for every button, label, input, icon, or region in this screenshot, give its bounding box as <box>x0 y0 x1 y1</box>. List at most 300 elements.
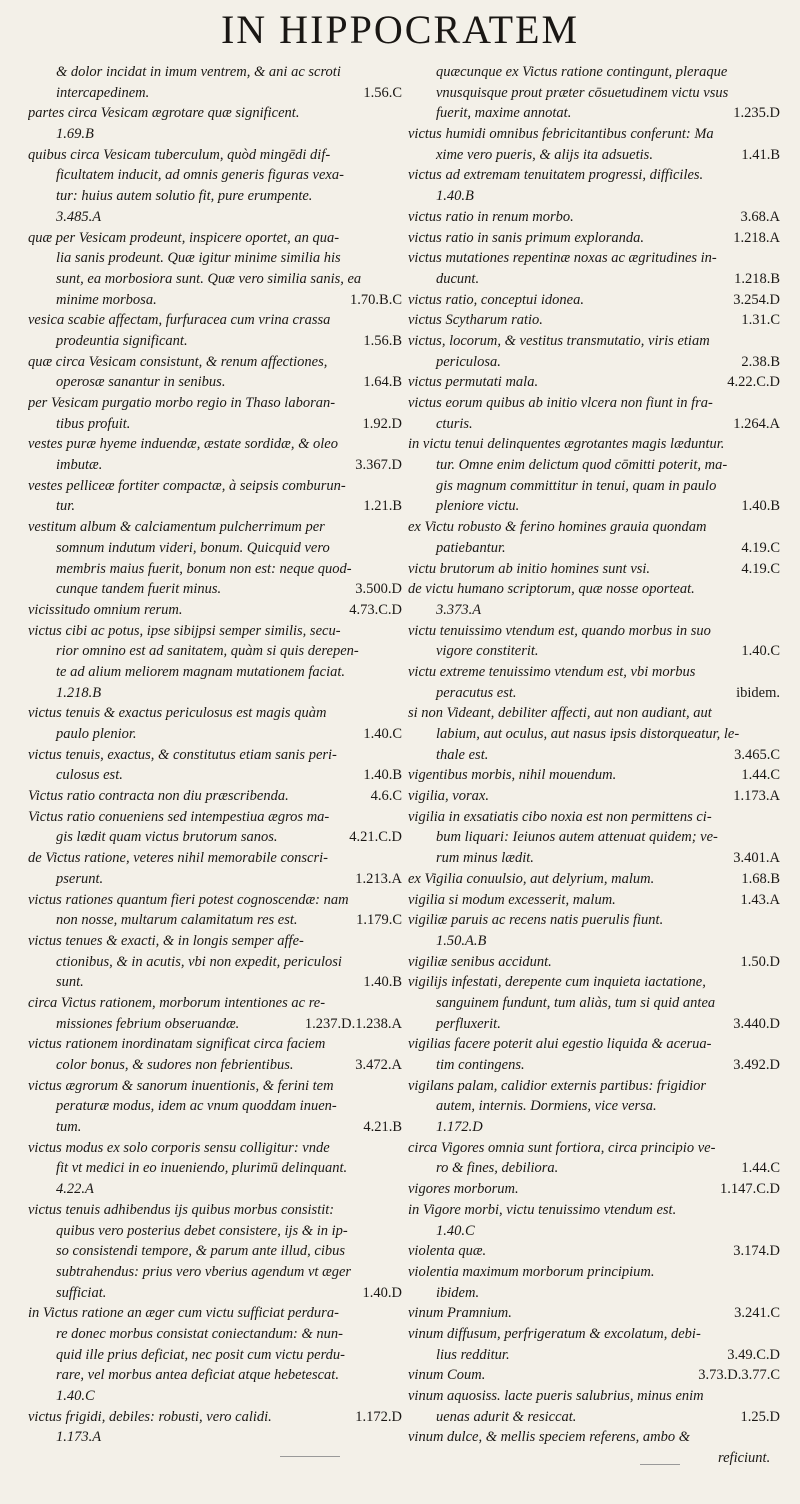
entry-reference: 3.73.D.3.77.C <box>698 1367 780 1384</box>
entry-text: vestes pelliceæ fortiter compactæ, à seipsis comburun- <box>28 477 346 494</box>
entry-reference: 1.31.C <box>741 312 780 329</box>
index-entry-line <box>28 1427 402 1448</box>
index-entry-line <box>28 1386 402 1407</box>
index-entry-line <box>28 890 402 911</box>
index-entry-line <box>28 331 402 352</box>
index-entry-line <box>28 1158 402 1179</box>
entry-text: in victu tenui delinquentes ægrotantes magis læduntur. <box>408 436 725 453</box>
entry-text: membris maius fuerit, bonum non est: neque quod- <box>56 560 352 577</box>
entry-text: te ad alium meliorem magnam mutationem faciat. <box>56 663 346 680</box>
entry-reference: 1.70.B.C <box>350 291 402 308</box>
index-entry-line <box>28 393 402 414</box>
index-entry-line <box>28 869 402 890</box>
index-entry-line <box>28 207 402 228</box>
entry-text: vestes puræ hyeme induendæ, æstate sordidæ, & oleo <box>28 436 338 453</box>
index-entry-line <box>28 1179 402 1200</box>
index-entry-line <box>408 931 780 952</box>
entry-text: victus frigidi, debiles: robusti, vero calidi. <box>28 1408 272 1425</box>
entry-text: victus ad extremam tenuitatem progressi, difficiles. <box>408 167 704 184</box>
index-entry-line <box>408 993 780 1014</box>
entry-reference: 1.179.C <box>356 912 402 929</box>
index-entry-line <box>28 724 402 745</box>
entry-text: tur: huius autem solutio fit, pure erumpente. <box>56 188 313 205</box>
index-entry-line <box>28 83 402 104</box>
index-entry-line <box>28 186 402 207</box>
index-entry-line <box>28 517 402 538</box>
index-entry-line <box>28 807 402 828</box>
entry-reference: 3.492.D <box>733 1057 780 1073</box>
entry-text: reficiunt. <box>718 1450 771 1467</box>
entry-reference: 1.40.C <box>741 643 780 660</box>
entry-text: re donec morbus consistat coniectandum: & nun- <box>56 1325 343 1342</box>
entry-text: per Vesicam purgatio morbo regio in Thaso laboran- <box>28 395 336 411</box>
entry-text: tur. <box>56 498 75 515</box>
entry-reference: 1.235.D <box>733 105 780 122</box>
index-entry-line <box>408 1034 780 1055</box>
index-entry-line <box>408 745 780 766</box>
index-entry-line <box>28 290 402 311</box>
index-entry-line <box>408 538 780 559</box>
index-entry-line <box>28 641 402 662</box>
running-header: IN HIPPOCRATEM <box>220 7 580 52</box>
index-entry-line <box>408 1283 780 1304</box>
index-entry-line <box>408 703 780 724</box>
entry-reference: 1.68.B <box>741 870 780 887</box>
entry-text: 1.69.B <box>56 126 94 143</box>
index-entry-line <box>28 1365 402 1386</box>
entry-reference: 1.264.A <box>733 415 780 432</box>
index-entry-line <box>408 476 780 497</box>
entry-text: victus ratio in renum morbo. <box>408 208 574 225</box>
entry-reference: 1.40.C <box>363 726 402 742</box>
entry-reference: 4.19.C <box>741 539 780 556</box>
index-entry-line <box>28 248 402 269</box>
entry-text: intercapedinem. <box>56 84 150 101</box>
index-entry-line <box>28 786 402 807</box>
entry-text: vigilia si modum excesserit, malum. <box>408 891 616 908</box>
entry-reference: 3.174.D <box>733 1243 780 1260</box>
entry-text: victus Scytharum ratio. <box>408 312 543 329</box>
index-entry-line <box>28 745 402 766</box>
entry-text: victus mutationes repentinæ noxas ac ægritudines in- <box>408 250 717 267</box>
entry-text: rior omnino est ad sanitatem, quàm si quis derepen- <box>56 643 359 660</box>
entry-text: vigilias facere poterit alui egestio liquida & aceruа- <box>408 1036 712 1053</box>
entry-text: victus permutati mala. <box>408 374 539 391</box>
index-entry-line <box>408 62 780 83</box>
index-entry-line <box>408 352 780 373</box>
index-entry-line <box>408 559 780 580</box>
index-entry-line <box>28 559 402 580</box>
entry-reference: 1.56.B <box>363 332 402 349</box>
entry-text: missiones febrium obseruandæ. <box>56 1015 240 1032</box>
entry-reference: 4.21.C.D <box>349 829 402 846</box>
entry-reference: 4.21.B <box>363 1119 402 1136</box>
index-entry-line <box>408 414 780 435</box>
index-entry-line <box>28 1200 402 1221</box>
entry-text: patiebantur. <box>436 539 506 556</box>
entry-text: 1.172.D <box>436 1119 483 1136</box>
index-entry-line <box>28 827 402 848</box>
entry-reference: 3.367.D <box>355 457 402 474</box>
entry-text: victus rationem inordinatam significat circa faciem <box>28 1036 326 1053</box>
entry-text: victus ægrorum & sanorum inuentionis, & ferini tem <box>28 1077 334 1094</box>
index-entry-line <box>28 972 402 993</box>
entry-text: vicissitudo omnium rerum. <box>28 601 183 618</box>
entry-text: color bonus, & sudores non febrientibus. <box>56 1057 294 1073</box>
index-entry-line <box>28 1034 402 1055</box>
entry-text: & dolor incidat in imum ventrem, & ani ac scroti <box>56 64 341 80</box>
entry-text: vigilia, vorax. <box>408 788 489 805</box>
entry-text: victu brutorum ab initio homines sunt vsi. <box>408 560 651 577</box>
entry-text: victus tenuis, exactus, & constitutus etiam sanis peri- <box>28 746 337 763</box>
index-entry-line <box>28 1055 402 1076</box>
index-entry-line <box>408 517 780 538</box>
index-entry-line <box>28 910 402 931</box>
entry-reference: 1.40.D <box>362 1284 402 1301</box>
index-entry-line <box>408 434 780 455</box>
entry-text: prodeuntia significant. <box>56 332 188 349</box>
index-entry-line <box>28 1221 402 1242</box>
entry-text: 3.485.A <box>56 208 102 225</box>
index-entry-line <box>408 1200 780 1221</box>
index-entry-line <box>408 910 780 931</box>
index-entry-line <box>408 1014 780 1035</box>
entry-reference: 1.218.B <box>734 270 780 287</box>
entry-reference: 3.254.D <box>733 291 780 308</box>
entry-text: 1.40.C <box>436 1222 475 1239</box>
entry-text: circa Vigores omnia sunt fortiora, circa principio ve- <box>408 1139 716 1156</box>
index-entry-line <box>408 1407 780 1428</box>
index-entry-line <box>408 228 780 249</box>
entry-text: victu tenuissimo vtendum est, quando morbus in suo <box>408 622 711 639</box>
index-entry-line <box>408 165 780 186</box>
index-entry-line <box>408 683 780 704</box>
index-entry-line <box>408 145 780 166</box>
index-entry-line <box>28 476 402 497</box>
entry-text: victus humidi omnibus febricitantibus conferunt: Ma <box>408 126 714 143</box>
entry-reference: 3.500.D <box>355 581 402 598</box>
entry-text: quid ille prius deficiat, nec posit cum victu perdu- <box>56 1346 346 1363</box>
entry-reference: 1.50.D <box>740 953 780 970</box>
index-entry-line <box>28 1241 402 1262</box>
index-entry-line <box>28 1303 402 1324</box>
index-entry-line <box>408 1179 780 1200</box>
index-entry-line <box>408 827 780 848</box>
entry-text: so consistendi tempore, & parum ante illud, cibus <box>56 1243 346 1260</box>
entry-text: ibidem. <box>436 1284 480 1301</box>
index-entry-line <box>28 165 402 186</box>
page-footer-ornament <box>0 1456 800 1458</box>
entry-reference: 4.22.C.D <box>727 374 780 391</box>
index-entry-line <box>408 455 780 476</box>
entry-reference: 1.21.B <box>363 498 402 515</box>
index-entry-line <box>28 372 402 393</box>
index-entry-line <box>408 1096 780 1117</box>
index-entry-line <box>408 248 780 269</box>
index-entry-line <box>28 103 402 124</box>
index-entry-line <box>408 786 780 807</box>
entry-text: bum liquari: Ieiunos autem attenuat quidem; ve- <box>436 829 718 846</box>
entry-reference: 3.472.A <box>355 1057 402 1073</box>
entry-text: 3.373.A <box>436 601 482 618</box>
entry-reference: 1.41.B <box>741 146 780 163</box>
entry-text: si non Videant, debiliter affecti, aut non audiant, aut <box>408 705 712 722</box>
entry-text: uenas adurit & resiccat. <box>436 1408 577 1425</box>
entry-text: ro & fines, debiliora. <box>436 1160 559 1177</box>
entry-text: vigilans palam, calidior externis partibus: frigidior <box>408 1077 707 1094</box>
entry-reference: 3.465.C <box>734 746 780 763</box>
entry-text: sufficiat. <box>56 1284 107 1301</box>
index-entry-line <box>408 641 780 662</box>
index-entry-line <box>28 579 402 600</box>
entry-text: peraturæ modus, idem ac vnum quoddam inuen- <box>56 1098 337 1115</box>
entry-text: vinum dulce, & mellis speciem referens, ambo & <box>408 1429 691 1446</box>
entry-text: 1.40.C <box>56 1388 95 1404</box>
index-entry-line <box>408 662 780 683</box>
entry-text: victus tenuis & exactus periculosus est magis quàm <box>28 705 327 722</box>
entry-text: cunque tandem fuerit minus. <box>56 581 222 598</box>
entry-text: 4.22.A <box>56 1181 94 1198</box>
entry-text: xime vero pueris, & alijs ita adsuetis. <box>436 146 653 163</box>
entry-text: subtrahendus: prius vero vberius agendum vt æger <box>56 1263 352 1280</box>
entry-text: vigentibus morbis, nihil mouendum. <box>408 767 617 784</box>
index-entry-line <box>28 621 402 642</box>
entry-text: vestitum album & calciamentum pulcherrimum per <box>28 519 325 536</box>
entry-reference: 1.44.C <box>741 1160 780 1177</box>
entry-text: operosæ sanantur in senibus. <box>56 374 226 391</box>
entry-text: lius redditur. <box>436 1346 510 1363</box>
index-entry-line <box>408 972 780 993</box>
index-entry-line <box>28 1096 402 1117</box>
entry-text: ex Victu robusto & ferino homines grauia quondam <box>408 519 707 536</box>
index-entry-line <box>408 496 780 517</box>
entry-reference: 1.213.A <box>355 870 402 887</box>
index-entry-line <box>408 1117 780 1138</box>
entry-text: ex Vigilia conuulsio, aut delyrium, malum. <box>408 870 655 887</box>
entry-reference: 3.401.A <box>733 850 780 867</box>
entry-text: in Vigore morbi, victu tenuissimo vtendum est. <box>408 1201 677 1218</box>
footer-tail-rule <box>640 1464 680 1465</box>
index-entry-line <box>28 352 402 373</box>
index-entry-line <box>28 62 402 83</box>
entry-text: victus eorum quibus ab initio vlcera non fiunt in fra- <box>408 395 713 411</box>
index-entry-line <box>408 1345 780 1366</box>
entry-text: tum. <box>56 1119 82 1136</box>
entry-text: 1.40.B <box>436 188 474 205</box>
entry-text: Victus ratio contracta non diu præscribenda. <box>28 788 289 805</box>
entry-reference: 3.440.D <box>733 1015 780 1032</box>
index-entry-line <box>28 1324 402 1345</box>
index-entry-line <box>408 807 780 828</box>
index-entry-line <box>408 393 780 414</box>
entry-text: vesica scabie affectam, furfuracea cum vrina crassa <box>28 312 331 329</box>
entry-text: in Victus ratione an æger cum victu sufficiat perdura- <box>28 1305 339 1322</box>
index-entry-line <box>408 890 780 911</box>
index-entry-line <box>408 290 780 311</box>
entry-text: gis magnum committitur in tenui, quam in paulo <box>436 477 717 494</box>
entry-text: victus ratio, conceptui idonea. <box>408 291 584 308</box>
index-entry-line <box>408 103 780 124</box>
index-entry-line <box>408 848 780 869</box>
index-entry-line <box>408 1076 780 1097</box>
entry-text: victus tenues & exacti, & in longis semper affe- <box>28 932 304 949</box>
entry-text: tibus profuit. <box>56 415 131 432</box>
entry-text: sunt. <box>56 974 84 991</box>
entry-reference: 1.173.A <box>733 788 780 805</box>
entry-reference: 3.49.C.D <box>727 1346 780 1363</box>
entry-text: rare, vel morbus antea deficiat atque hebetescat. <box>56 1367 339 1384</box>
entry-reference: 1.40.B <box>363 974 402 991</box>
index-entry-line <box>408 869 780 890</box>
entry-text: labium, aut oculus, aut nasus ipsis distorqueatur, le- <box>436 726 740 742</box>
entry-reference: ibidem. <box>736 684 780 701</box>
entry-reference: 4.19.C <box>741 560 780 577</box>
entry-text: vigilijs infestati, derepente cum inquieta iactatione, <box>408 974 706 991</box>
index-entry-line <box>408 765 780 786</box>
entry-reference: 3.68.A <box>740 208 780 225</box>
entry-text: quibus vero posterius debet consistere, ijs & in ip- <box>56 1222 348 1239</box>
entry-text: peracutus est. <box>436 684 517 701</box>
index-column-left <box>28 62 402 1448</box>
index-entry-line <box>28 1262 402 1283</box>
index-entry-line <box>28 124 402 145</box>
entry-text: quibus circa Vesicam tuberculum, quòd mingēdi dif- <box>28 146 331 163</box>
index-entry-line <box>408 269 780 290</box>
entry-reference: 1.25.D <box>740 1408 780 1425</box>
index-entry-line <box>28 496 402 517</box>
entry-reference: 1.56.C <box>363 84 402 101</box>
entry-text: quæ per Vesicam prodeunt, inspicere oportet, an qua- <box>28 229 340 246</box>
index-entry-line <box>28 269 402 290</box>
index-entry-line <box>28 952 402 973</box>
entry-text: vigore constiterit. <box>436 643 539 660</box>
entry-text: victus ratio in sanis primum exploranda. <box>408 229 645 246</box>
index-entry-line <box>28 1345 402 1366</box>
index-entry-line <box>28 683 402 704</box>
entry-reference: 2.38.B <box>741 353 780 370</box>
index-entry-line <box>408 952 780 973</box>
index-entry-line <box>408 310 780 331</box>
entry-text: ducunt. <box>436 270 480 287</box>
index-entry-line <box>28 1076 402 1097</box>
entry-text: vnusquisque prout præter cōsuetudinem victu vsus <box>436 84 729 101</box>
entry-text: fit vt medici in eo inueniendo, plurimū delinquant. <box>56 1160 348 1177</box>
entry-text: paulo plenior. <box>56 726 137 742</box>
index-entry-line <box>408 1138 780 1159</box>
index-entry-line <box>408 724 780 745</box>
entry-text: de Victus ratione, veteres nihil memorabile conscri- <box>28 850 328 867</box>
entry-reference: 1.147.C.D <box>719 1181 780 1198</box>
entry-text: 1.218.B <box>56 684 102 701</box>
index-entry-line <box>408 1303 780 1324</box>
entry-text: victu extreme tenuissimo vtendum est, vbi morbus <box>408 663 696 680</box>
entry-text: fuerit, maxime annotat. <box>436 105 572 122</box>
entry-text: 1.50.A.B <box>436 932 487 949</box>
entry-text: minime morbosa. <box>56 291 157 308</box>
index-entry-line <box>28 662 402 683</box>
entry-text: tur. Omne enim delictum quod cōmitti poterit, ma- <box>436 457 728 474</box>
entry-text: violentia maximum morborum principium. <box>408 1263 655 1280</box>
index-entry-line <box>408 331 780 352</box>
index-entry-line <box>408 600 780 621</box>
index-entry-line <box>28 1014 402 1035</box>
index-entry-line <box>28 993 402 1014</box>
entry-text: vinum aquosiss. lacte pueris salubrius, minus enim <box>408 1388 704 1404</box>
entry-text: victus rationes quantum fieri potest cognoscendæ: nam <box>28 891 349 908</box>
index-entry-line <box>28 228 402 249</box>
entry-reference: 1.64.B <box>363 374 402 391</box>
index-entry-line <box>408 124 780 145</box>
entry-text: 1.173.A <box>56 1429 102 1446</box>
entry-reference: 1.92.D <box>362 415 402 432</box>
entry-text: cturis. <box>436 415 473 432</box>
entry-text: circa Victus rationem, morborum intentiones ac re- <box>28 994 326 1011</box>
entry-reference: 1.218.A <box>733 229 780 246</box>
index-entry-line <box>408 1158 780 1179</box>
entry-text: vigilia in exsatiatis cibo noxia est non permittens ci- <box>408 808 712 825</box>
entry-text: victus, locorum, & vestitus transmutatio, viris etiam <box>408 332 710 349</box>
index-entry-line <box>28 1117 402 1138</box>
entry-text: vinum diffusum, perfrigeratum & excolatum, debi- <box>408 1325 701 1342</box>
index-entry-line <box>408 372 780 393</box>
index-entry-line <box>408 1448 780 1469</box>
index-entry-line <box>408 621 780 642</box>
entry-text: lia sanis prodeunt. Quæ igitur minime similia his <box>56 250 341 267</box>
index-entry-line <box>28 434 402 455</box>
entry-text: autem, internis. Dormiens, vice versa. <box>436 1098 657 1115</box>
entry-text: vinum Pramnium. <box>408 1305 512 1322</box>
entry-reference: 1.44.C <box>741 767 780 784</box>
entry-text: Victus ratio conueniens sed intempestiua ægros ma- <box>28 808 330 825</box>
entry-text: sanguinem fundunt, tum aliàs, tum si quid antea <box>436 994 716 1011</box>
entry-reference: 1.237.D.1.238.A <box>304 1015 402 1032</box>
index-entry-line <box>408 1221 780 1242</box>
entry-text: somnum indutum videri, bonum. Quicquid vero <box>56 539 330 556</box>
entry-text: ctionibus, & in acutis, vbi non expedit, periculosi <box>56 953 342 970</box>
entry-text: culosus est. <box>56 767 123 784</box>
index-entry-line <box>408 207 780 228</box>
index-entry-line <box>408 579 780 600</box>
index-column-right <box>408 62 780 1469</box>
entry-reference: 1.40.B <box>741 498 780 515</box>
index-entry-line <box>408 1324 780 1345</box>
index-entry-line <box>28 931 402 952</box>
entry-text: quæcunque ex Victus ratione contingunt, pleraque <box>436 64 728 80</box>
index-entry-line <box>28 848 402 869</box>
entry-text: vigiliæ senibus accidunt. <box>408 953 552 970</box>
entry-text: gis lædit quam victus brutorum sanos. <box>56 829 278 846</box>
entry-reference: 4.6.C <box>370 788 402 805</box>
index-entry-line <box>28 1283 402 1304</box>
index-entry-line <box>28 765 402 786</box>
entry-reference: 3.241.C <box>734 1305 780 1322</box>
index-entry-line <box>408 1055 780 1076</box>
entry-text: victus tenuis adhibendus ijs quibus morbus consistit: <box>28 1201 335 1218</box>
index-entry-line <box>408 83 780 104</box>
index-entry-line <box>28 310 402 331</box>
entry-reference: 1.40.B <box>363 767 402 784</box>
entry-text: victus modus ex solo corporis sensu colligitur: vnde <box>28 1139 330 1156</box>
entry-text: rum minus lædit. <box>436 850 534 867</box>
index-entry-line <box>28 1407 402 1428</box>
entry-reference: 4.73.C.D <box>349 601 402 618</box>
index-entry-line <box>408 1365 780 1386</box>
entry-text: vigiliæ paruis ac recens natis puerulis fiunt. <box>408 912 664 929</box>
index-entry-line <box>28 1138 402 1159</box>
entry-text: tim contingens. <box>436 1057 525 1073</box>
index-entry-line <box>28 600 402 621</box>
entry-text: vigores morborum. <box>408 1181 519 1198</box>
